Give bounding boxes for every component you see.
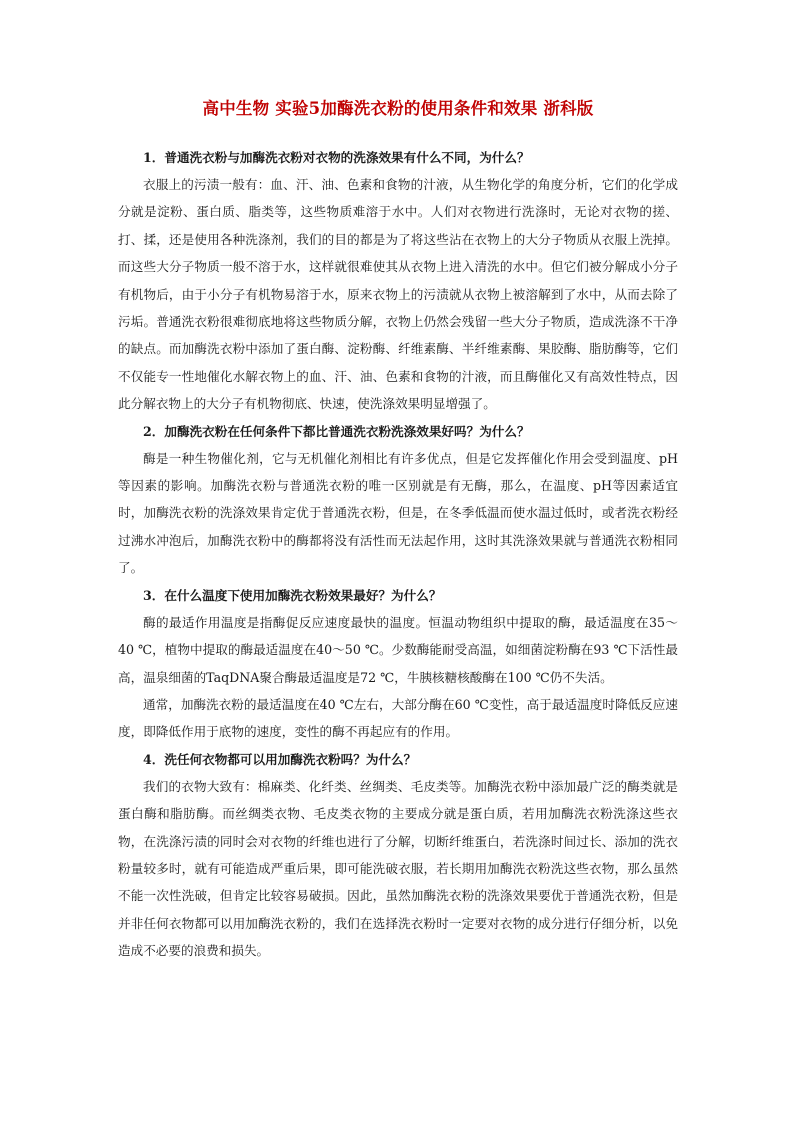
section-3 (118, 582, 678, 746)
answer-3-paragraph-2: 通常，加酶洗衣粉的最适温度在40 ℃左右，大部分酶在60 ℃变性，高于最适温度时降低反应速度，即降低作用于底物的速度，变性的酶不再起应有的作用。 (118, 696, 678, 740)
question-4: 4．洗任何衣物都可以用加酶洗衣粉吗？为什么？ (143, 751, 417, 767)
document-title: 高中生物 实验5加酶洗衣粉的使用条件和效果 浙科版 (202, 99, 594, 118)
question-1: 1．普通洗衣粉与加酶洗衣粉对衣物的洗涤效果有什么不同，为什么？ (143, 150, 530, 165)
answer-4-paragraph-1: 我们的衣物大致有：棉麻类、化纤类、丝绸类、毛皮类等。加酶洗衣粉中添加最广泛的酶类就是蛋白酶和脂肪酶。而丝绸类衣物、毛皮类衣物的主要成分就是蛋白质，若用加酶洗衣粉洗涤这些衣物，在洗涤污渍的同时会对衣物的纤维也进行了分解，切断纤维蛋白，若洗涤时间过长、添加的洗衣粉量较多时，就有可能造成严重后果，即可能洗破衣服，若长期用加酶洗衣粉洗这些衣物，那么虽然不能一次性洗破，但肯定比较容易破损。因此，虽然加酶洗衣粉的洗涤效果要优于普通洗衣粉，但是并非任何衣物都可以用加酶洗衣粉的，我们在选择洗衣粉时一定要对衣物的成分进行仔细分析，以免造成不必要的浪费和损失。 (118, 778, 678, 959)
section-2 (118, 418, 678, 582)
question-3: 3．在什么温度下使用加酶洗衣粉效果最好？为什么？ (143, 587, 442, 603)
section-1 (118, 144, 678, 418)
section-4 (118, 746, 678, 965)
answer-3-paragraph-1: 酶的最适作用温度是指酶促反应速度最快的温度。恒温动物组织中提取的酶，最适温度在35～40 ℃，植物中提取的酶最适温度在40～50 ℃。少数酶能耐受高温，如细菌淀粉酶在93 ℃下活性最高，温泉细菌的TaqDNA聚合酶最适温度是72 ℃，牛胰核糖核酸酶在100 ℃仍不失活。 (118, 614, 678, 685)
answer-1-paragraph-1: 衣服上的污渍一般有：血、汗、油、色素和食物的汁液，从生物化学的角度分析，它们的化学成分就是淀粉、蛋白质、脂类等，这些物质难溶于水中。人们对衣物进行洗涤时，无论对衣物的搓、打、揉，还是使用各种洗涤剂，我们的目的都是为了将这些沾在衣物上的大分子物质从衣服上洗掉。而这些大分子物质一般不溶于水，这样就很难使其从衣物上进入清洗的水中。但它们被分解成小分子有机物后，由于小分子有机物易溶于水，原来衣物上的污渍就从衣物上被溶解到了水中，从而去除了污垢。普通洗衣粉很难彻底地将这些物质分解，衣物上仍然会残留一些大分子物质，造成洗涤不干净的缺点。而加酶洗衣粉中添加了蛋白酶、淀粉酶、纤维素酶、半纤维素酶、果胶酶、脂肪酶等，它们不仅能专一性地催化水解衣物上的血、汗、油、色素和食物的汁液，而且酶催化又有高效性特点，因此分解衣物上的大分子有机物彻底、快速，使洗涤效果明显增强了。 (118, 177, 678, 412)
question-2: 2．加酶洗衣粉在任何条件下都比普通洗衣粉洗涤效果好吗？为什么？ (143, 423, 530, 439)
answer-2-paragraph-1: 酶是一种生物催化剂，它与无机催化剂相比有许多优点，但是它发挥催化作用会受到温度、pH等因素的影响。加酶洗衣粉与普通洗衣粉的唯一区别就是有无酶，那么，在温度、pH等因素适宜时，加酶洗衣粉的洗涤效果肯定优于普通洗衣粉，但是，在冬季低温而使水温过低时，或者洗衣粉经过沸水冲泡后，加酶洗衣粉中的酶都将没有活性而无法起作用，这时其洗涤效果就与普通洗衣粉相同了。 (118, 450, 678, 576)
document-page (118, 96, 678, 965)
